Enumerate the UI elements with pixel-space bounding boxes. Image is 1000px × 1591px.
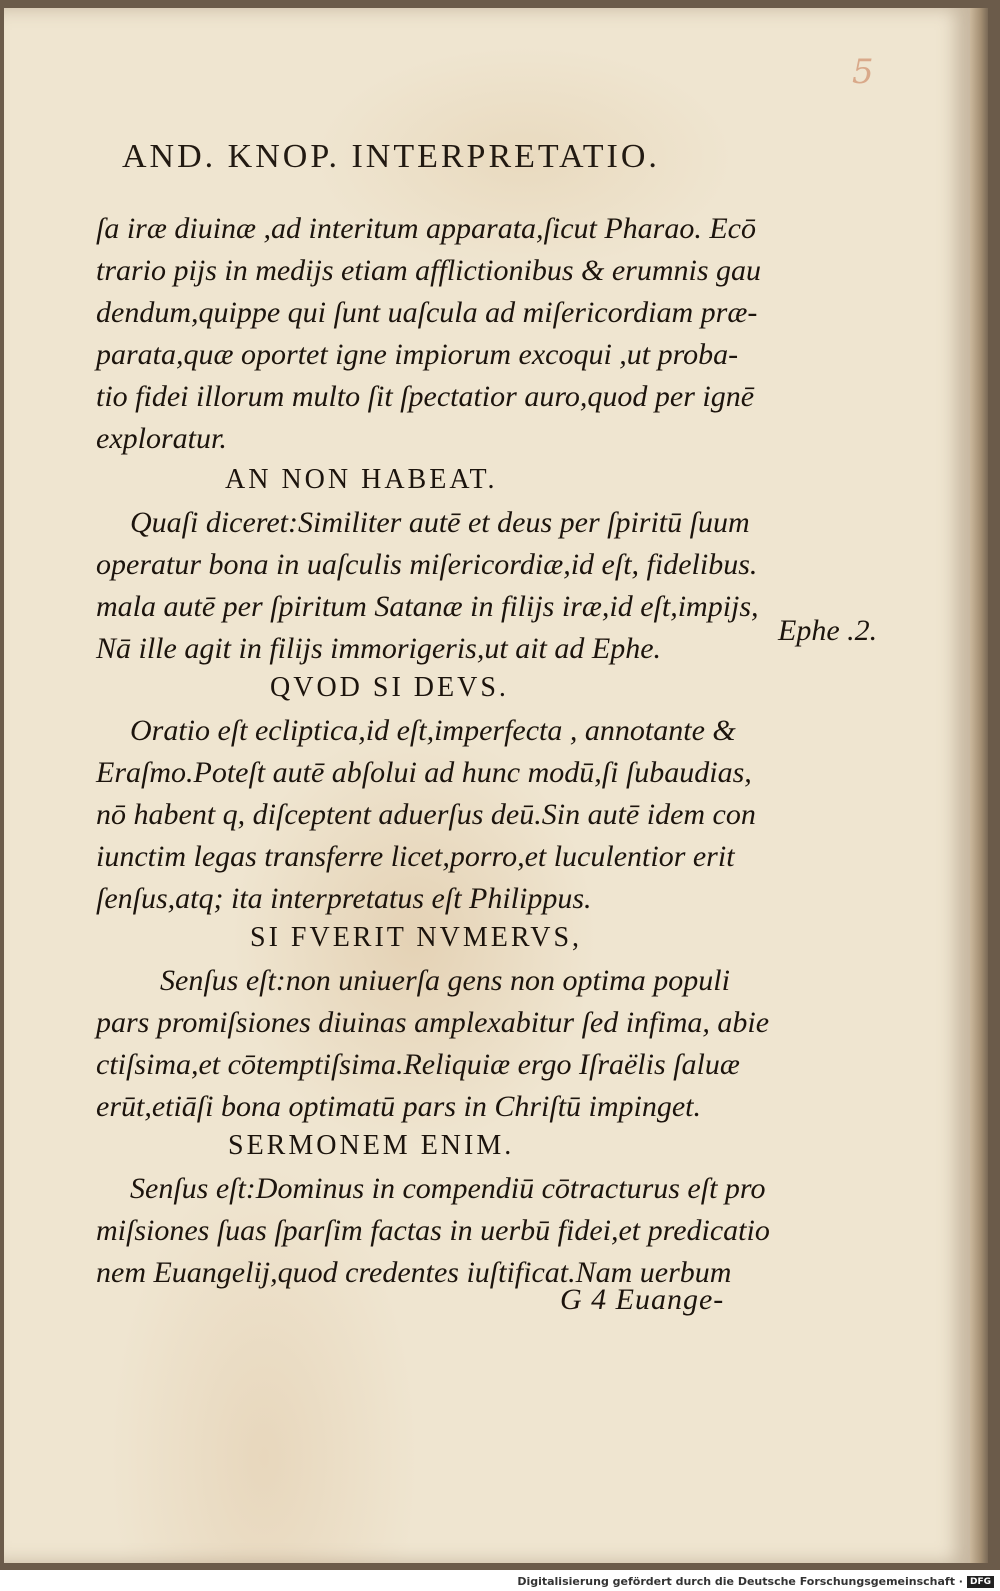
text-line: trario pijs in medijs etiam afflictionibus & erumnis gau xyxy=(96,254,762,287)
text-line: Eraſmo.Poteſt autē abſolui ad hunc modū,ſi ſubaudias, xyxy=(96,756,752,789)
footer-text: Digitalisierung gefördert durch die Deutsche Forschungsgemeinschaft · xyxy=(517,1575,963,1588)
text-line: Senſus eſt:Dominus in compendiū cōtracturus eſt pro xyxy=(130,1172,766,1205)
section-heading: SERMONEM ENIM. xyxy=(228,1130,515,1161)
text-line: Quaſi diceret:Similiter autē et deus per ſpiritū ſuum xyxy=(130,506,750,539)
text-line: exploratur. xyxy=(96,422,227,455)
running-head: AND. KNOP. INTERPRETATIO. xyxy=(122,138,660,175)
text-line: Oratio eſt ecliptica,id eſt,imperfecta , annotante & xyxy=(130,714,736,747)
text-line: ſa iræ diuinæ ,ad interitum apparata,ſicut Pharao. Ecō xyxy=(96,212,756,245)
text-line: nō habent q, diſceptent aduerſus deū.Sin autē idem con xyxy=(96,798,756,831)
page-edge xyxy=(970,8,988,1563)
text-line: dendum,quippe qui ſunt uaſcula ad miſericordiam præ- xyxy=(96,296,758,329)
dfg-logo-icon: DFG xyxy=(967,1576,994,1588)
section-heading: SI FVERIT NVMERVS, xyxy=(250,922,583,953)
text-line: ctiſsima,et cōtemptiſsima.Reliquiæ ergo Iſraëlis ſaluæ xyxy=(96,1048,740,1081)
folio-number: 5 xyxy=(852,52,874,92)
margin-note: Ephe .2. xyxy=(778,614,878,647)
text-line: operatur bona in uaſculis miſericordiæ,id eſt, fidelibus. xyxy=(96,548,758,581)
section-heading: AN NON HABEAT. xyxy=(225,464,498,495)
text-line: erūt,etiāſi bona optimatū pars in Chriſtū impinget. xyxy=(96,1090,702,1123)
text-line: iunctim legas transferre licet,porro,et luculentior erit xyxy=(96,840,735,873)
text-line: tio fidei illorum multo ſit ſpectatior auro,quod per ignē xyxy=(96,380,755,413)
text-line: pars promiſsiones diuinas amplexabitur ſed infima, abie xyxy=(96,1006,770,1039)
text-line: miſsiones ſuas ſparſim factas in uerbū fidei,et predicatio xyxy=(96,1214,770,1247)
text-line: Senſus eſt:non uniuerſa gens non optima populi xyxy=(160,964,730,997)
text-line: parata,quæ oportet igne impiorum excoqui ,ut proba- xyxy=(96,338,739,371)
text-line: nem Euangelij,quod credentes iuſtificat.Nam uerbum xyxy=(96,1256,732,1289)
section-heading: QVOD SI DEVS. xyxy=(270,672,509,703)
digitization-footer xyxy=(517,1575,994,1588)
text-line: ſenſus,atq; ita interpretatus eſt Philippus. xyxy=(96,882,592,915)
text-line: mala autē per ſpiritum Satanæ in filijs iræ,id eſt,impijs, xyxy=(96,590,759,623)
text-line: Nā ille agit in filijs immorigeris,ut ait ad Ephe. xyxy=(96,632,662,665)
signature-catchword: G 4 Euange- xyxy=(560,1283,725,1316)
